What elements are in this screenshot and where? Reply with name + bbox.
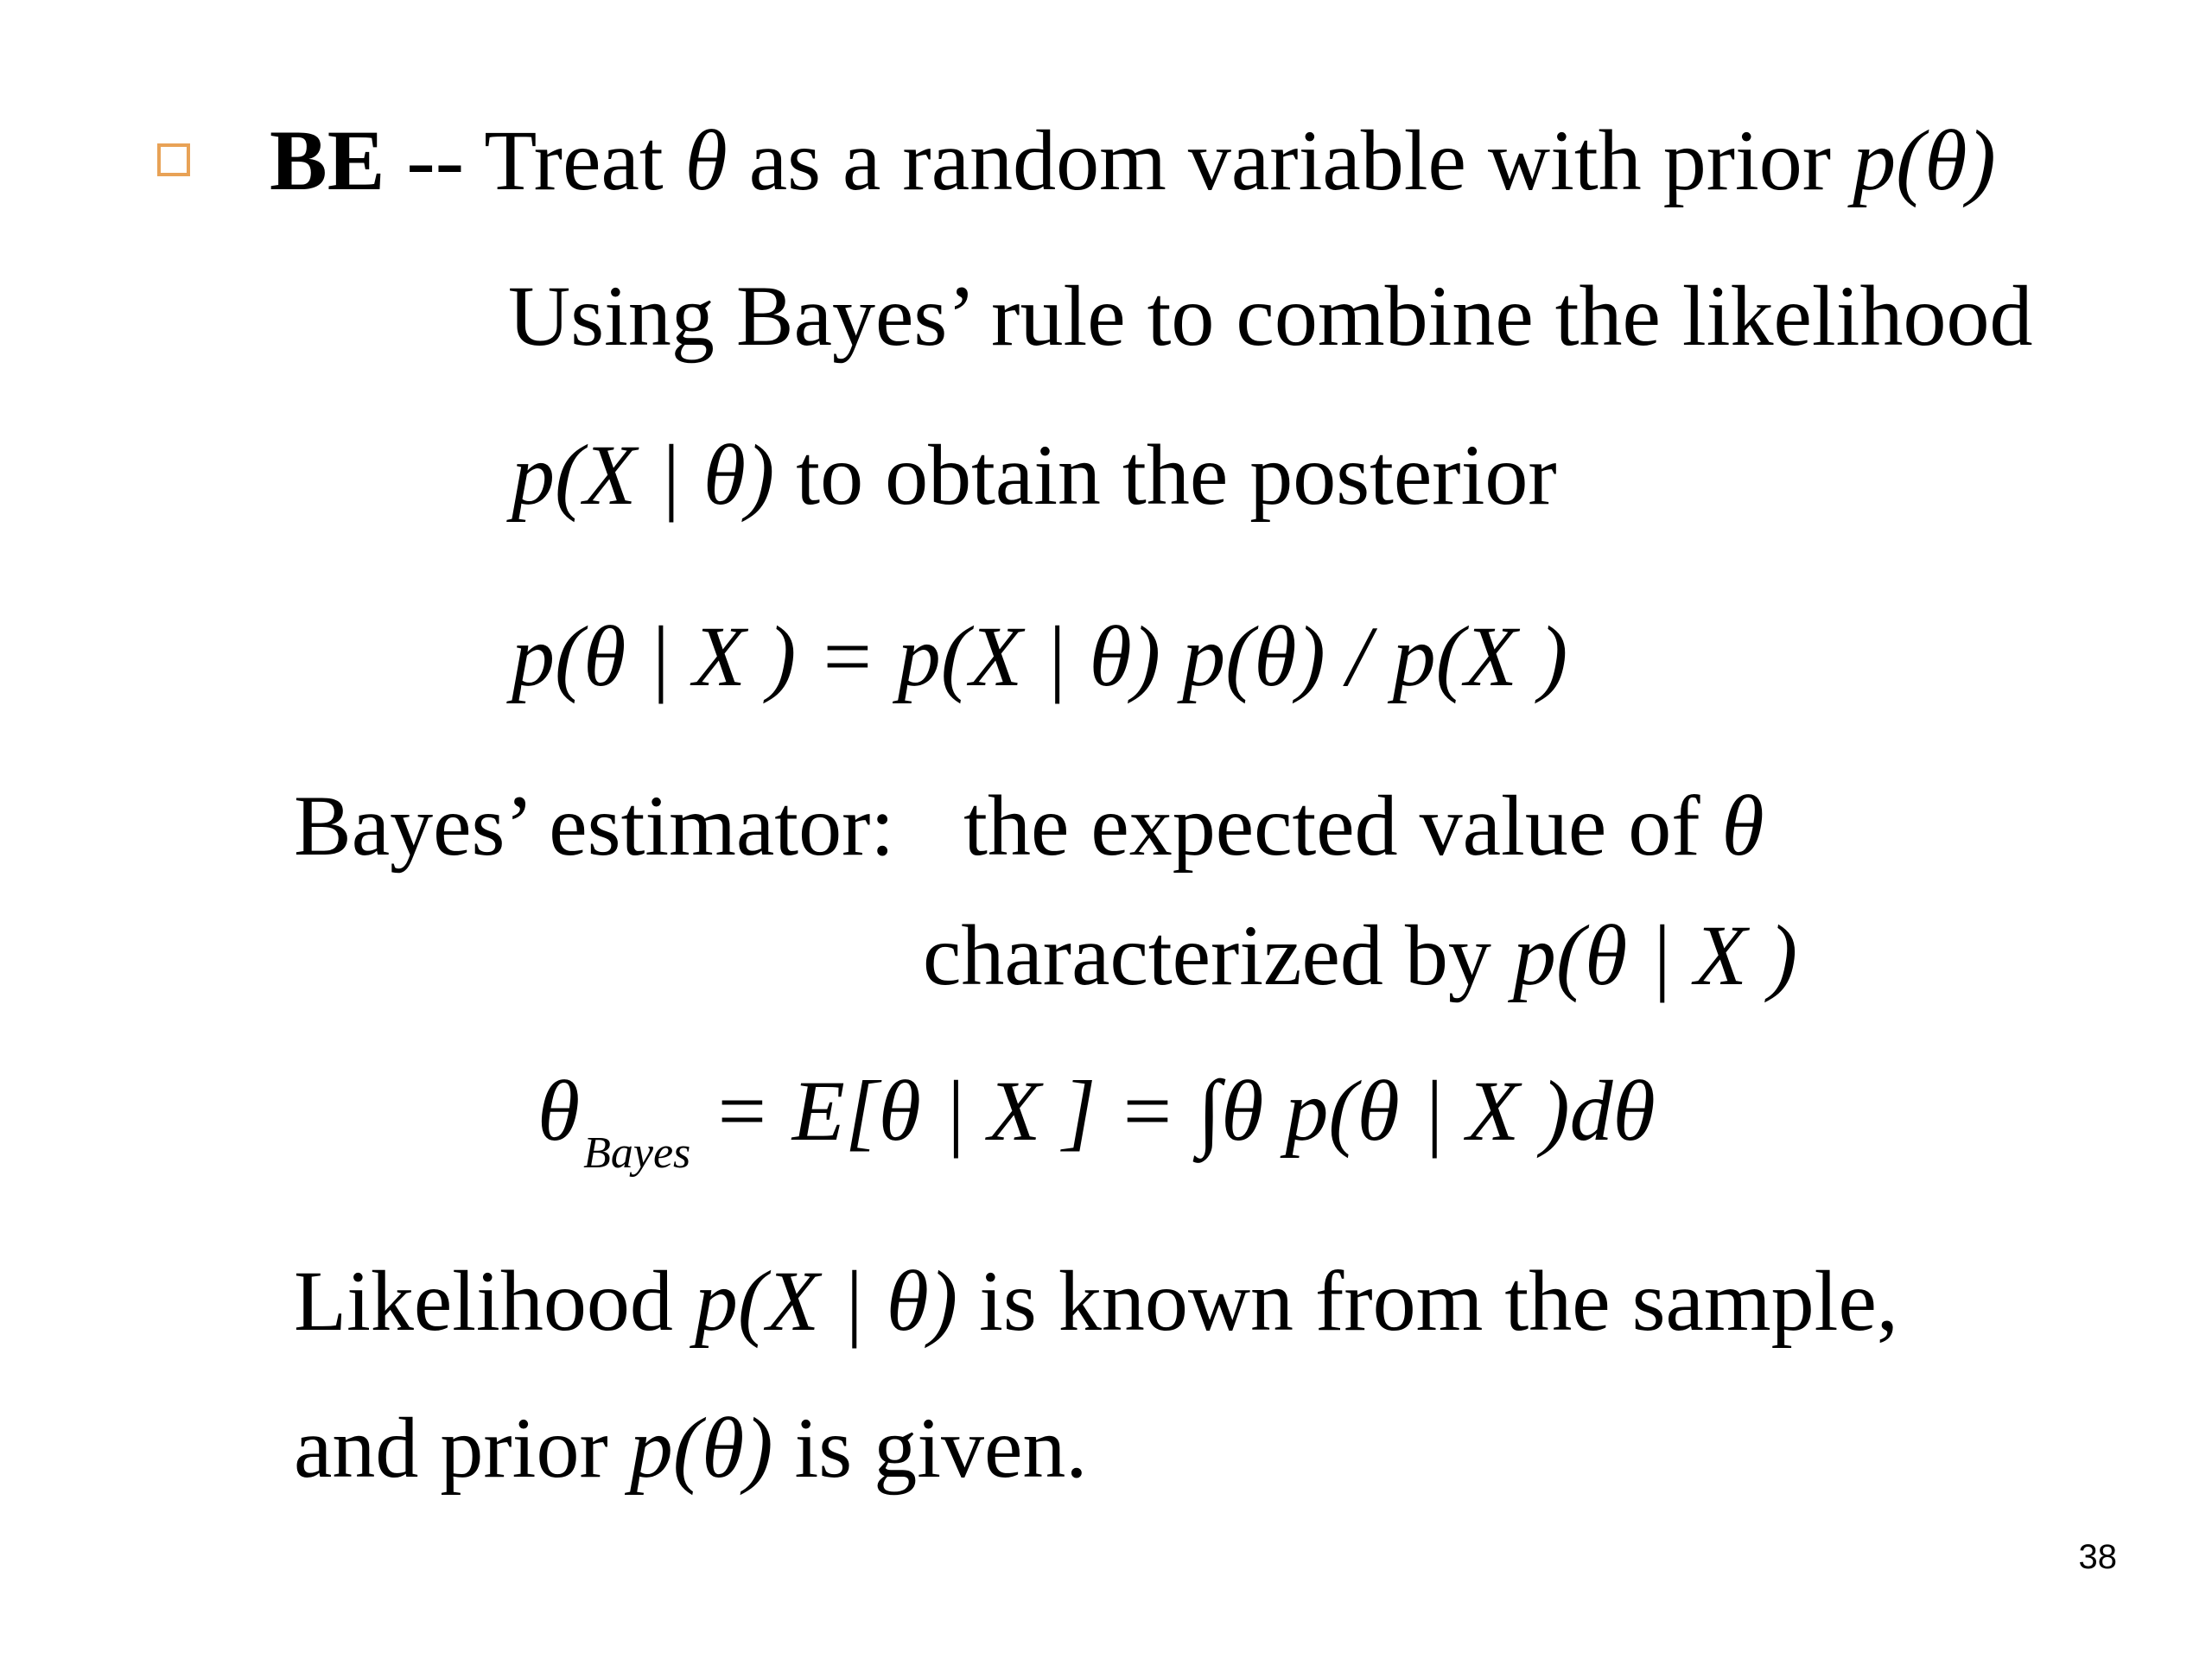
bayes-rule-equation	[512, 605, 1567, 709]
characterized-by-text: characterized by	[923, 907, 1491, 1003]
bayes-subscript: Bayes	[583, 1128, 691, 1178]
bullet-line-be	[270, 109, 1996, 213]
theta-symbol: θ	[1721, 778, 1764, 874]
likelihood-expression: p(X | θ)	[512, 427, 775, 523]
obtain-posterior-text: to obtain the posterior	[796, 427, 1557, 523]
prior-given-line	[294, 1396, 1087, 1500]
prior-expression: p(θ)	[629, 1400, 773, 1496]
is-given-text: is given.	[794, 1400, 1088, 1496]
page-number: 38	[2078, 1538, 2117, 1576]
treat-text: -- Treat	[406, 112, 664, 208]
bayes-estimator-label: Bayes’ estimator:	[294, 778, 895, 874]
bayes-rule-text: Using Bayes’ rule to combine the likelihood	[508, 268, 2033, 364]
prior-expression: p(θ)	[1853, 112, 1996, 208]
posterior-expression: p(θ | X )	[1512, 907, 1798, 1003]
term-be: BE	[270, 112, 385, 208]
bayes-estimator-equation	[537, 1059, 1656, 1178]
and-prior-text: and prior	[294, 1400, 608, 1496]
posterior-equation: p(θ | X ) = p(X | θ) p(θ) / p(X )	[512, 608, 1568, 704]
expectation-integral: = E[θ | X ] = ∫θ p(θ | X )dθ	[712, 1063, 1656, 1159]
hollow-square-bullet-icon	[157, 143, 190, 176]
theta-bayes-symbol: θ	[537, 1063, 581, 1159]
theta-symbol: θ	[684, 112, 728, 208]
bayes-estimator-line	[294, 774, 1764, 878]
expected-value-text: the expected value of	[963, 778, 1700, 874]
known-from-sample-text: is known from the sample,	[979, 1253, 1898, 1349]
likelihood-word: Likelihood	[294, 1253, 673, 1349]
characterized-by-line	[923, 904, 1797, 1007]
bayes-rule-line	[508, 264, 2032, 368]
random-variable-text: as a random variable with prior	[748, 112, 1832, 208]
likelihood-expression: p(X | θ)	[694, 1253, 958, 1349]
posterior-intro-line	[512, 423, 1557, 527]
likelihood-known-line	[294, 1249, 1898, 1353]
